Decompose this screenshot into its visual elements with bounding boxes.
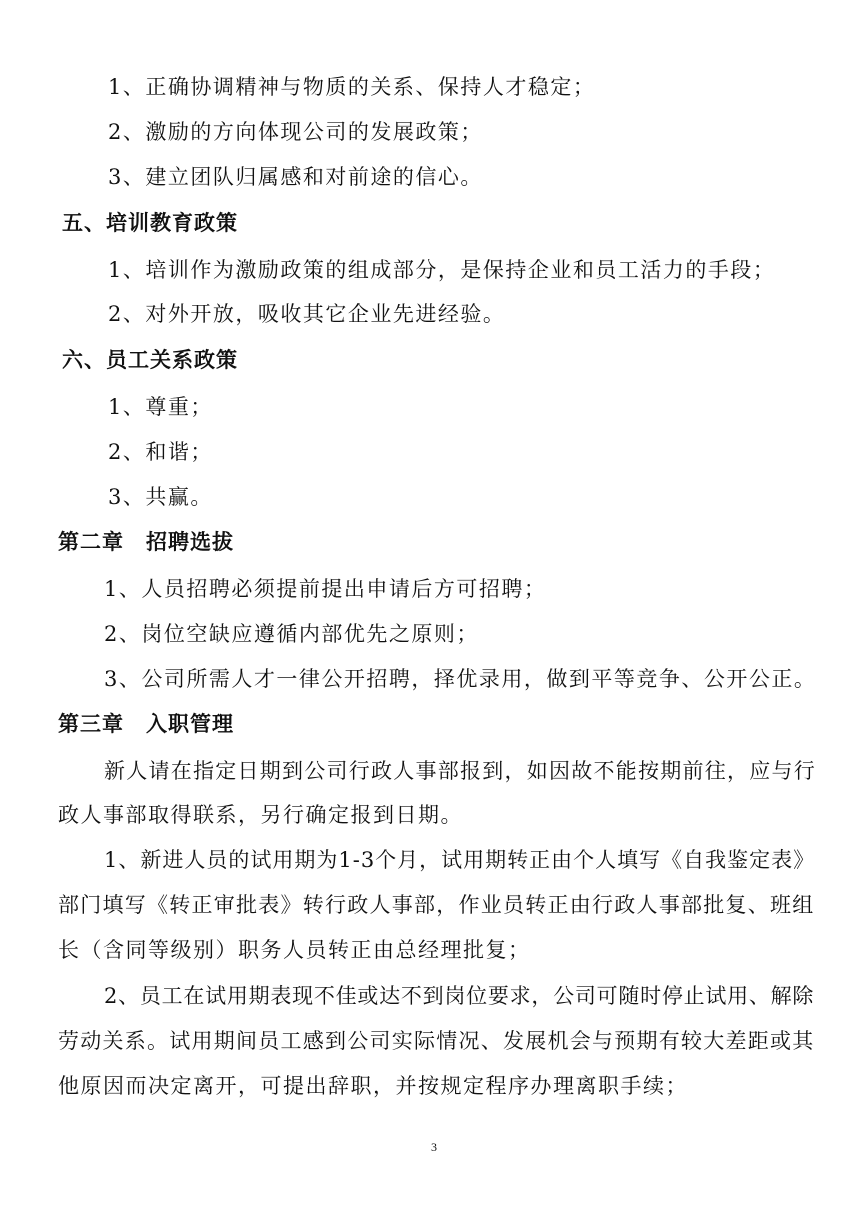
list-item: 1、培训作为激励政策的组成部分，是保持企业和员工活力的手段；: [108, 258, 776, 282]
paragraph-line: 部门填写《转正审批表》转行政人事部，作业员转正由行政人事部批复、班组: [58, 893, 815, 917]
list-item: 3、共赢。: [108, 485, 213, 509]
paragraph-line: 劳动关系。试用期间员工感到公司实际情况、发展机会与预期有较大差距或其: [58, 1029, 815, 1053]
list-item: 3、公司所需人才一律公开招聘，择优录用，做到平等竞争、公开公正。: [104, 667, 817, 691]
list-item: 1、尊重；: [108, 395, 213, 419]
chapter-heading: 第三章 入职管理: [58, 712, 234, 736]
section-heading: 五、培训教育政策: [62, 211, 238, 235]
paragraph-line: 新人请在指定日期到公司行政人事部报到，如因故不能按期前往，应与行: [104, 759, 816, 783]
list-item: 3、建立团队归属感和对前途的信心。: [108, 165, 483, 189]
paragraph-line: 他原因而决定离开，可提出辞职，并按规定程序办理离职手续；: [58, 1074, 688, 1098]
list-item: 1、人员招聘必须提前提出申请后方可招聘；: [104, 577, 547, 601]
list-item: 2、岗位空缺应遵循内部优先之原则；: [104, 622, 479, 646]
paragraph-line: 长（含同等级别）职务人员转正由总经理批复；: [58, 938, 531, 962]
paragraph-line: 2、员工在试用期表现不佳或达不到岗位要求，公司可随时停止试用、解除: [104, 984, 815, 1008]
page-number: 3: [431, 1140, 437, 1154]
list-item: 2、激励的方向体现公司的发展政策；: [108, 120, 483, 144]
section-heading: 六、员工关系政策: [62, 348, 238, 372]
paragraph-line: 1、新进人员的试用期为1-3个月，试用期转正由个人填写《自我鉴定表》: [104, 848, 816, 872]
list-item: 1、正确协调精神与物质的关系、保持人才稳定；: [108, 75, 596, 99]
list-item: 2、和谐；: [108, 440, 213, 464]
list-item: 2、对外开放，吸收其它企业先进经验。: [108, 302, 506, 326]
chapter-heading: 第二章 招聘选拔: [58, 530, 234, 554]
paragraph-line: 政人事部取得联系，另行确定报到日期。: [58, 803, 463, 827]
